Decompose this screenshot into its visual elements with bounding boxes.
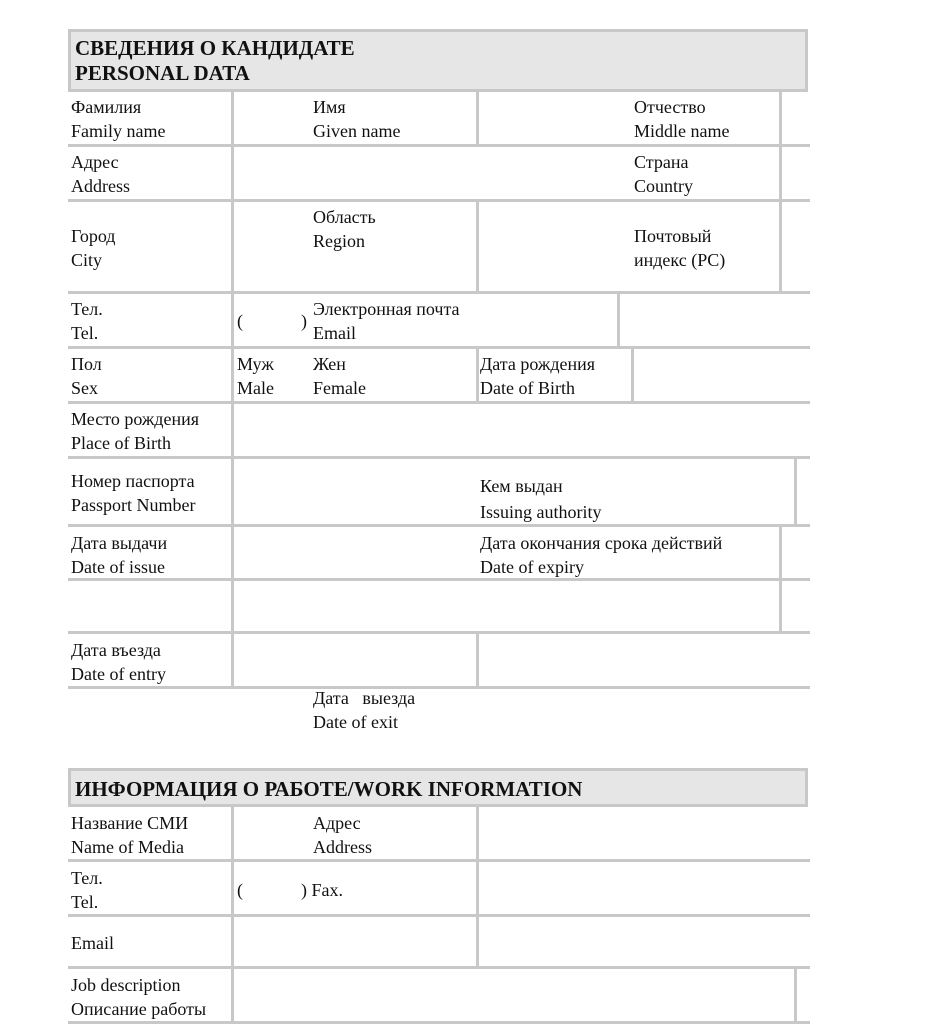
region-label: Область Region — [313, 207, 376, 251]
date-of-birth-field[interactable] — [634, 349, 810, 401]
work-info-header — [68, 768, 808, 807]
issuing-authority-field[interactable] — [797, 459, 810, 524]
col-divider — [476, 348, 479, 403]
media-name-field[interactable] — [234, 809, 309, 859]
date-of-expiry-field[interactable] — [782, 527, 810, 578]
date-of-expiry-label: Дата окончания срока действий Date of expiry — [480, 533, 723, 577]
country-field[interactable] — [782, 147, 810, 199]
date-of-entry-label: Дата въезда Date of entry — [71, 640, 166, 684]
work-email-label: Email — [71, 933, 114, 953]
region-field[interactable] — [479, 202, 629, 291]
row-divider — [68, 686, 810, 689]
email-field[interactable] — [620, 294, 810, 346]
work-tel-label: Тел. Tel. — [71, 868, 103, 912]
tel-area-code-open: ( — [237, 311, 243, 331]
work-email-field[interactable] — [234, 917, 474, 966]
given-name-field[interactable] — [479, 94, 629, 144]
tel-area-code-close: ) — [301, 311, 307, 331]
passport-number-field[interactable] — [234, 459, 474, 524]
fax-field[interactable] — [479, 862, 810, 914]
address-field[interactable] — [234, 147, 629, 199]
postcode-label: Почтовый индекс (PC) — [634, 226, 726, 270]
job-description-field[interactable] — [234, 969, 792, 1021]
row-divider — [68, 199, 810, 202]
place-of-birth-label: Место рождения Place of Birth — [71, 409, 200, 453]
sex-option-female[interactable]: Жен Female — [313, 354, 366, 398]
header-ru: СВЕДЕНИЯ О КАНДИДАТЕ — [75, 36, 355, 60]
email-label: Электронная почта Email — [313, 299, 460, 343]
passport-number-label: Номер паспорта Passport Number — [71, 471, 196, 515]
fax-label: ) Fax. — [301, 880, 343, 900]
personal-data-header — [68, 29, 808, 92]
sex-label: Пол Sex — [71, 354, 102, 398]
date-of-exit-label: Дата выезда Date of exit — [313, 688, 416, 732]
middle-name-field[interactable] — [782, 94, 810, 144]
date-of-entry-field[interactable] — [234, 634, 309, 686]
work-email-extra-field[interactable] — [479, 917, 810, 966]
work-tel-area-open: ( — [237, 880, 243, 900]
middle-name-label: Отчество Middle name — [634, 97, 730, 141]
date-of-birth-label: Дата рождения Date of Birth — [480, 354, 596, 398]
work-address-field[interactable] — [479, 809, 810, 859]
tel-label: Тел. Tel. — [71, 299, 103, 343]
work-header-title: ИНФОРМАЦИЯ О РАБОТЕ/WORK INFORMATION — [75, 777, 583, 801]
family-name-label: Фамилия Family name — [71, 97, 166, 141]
postcode-field[interactable] — [782, 202, 810, 291]
place-of-birth-field[interactable] — [234, 404, 810, 456]
media-name-label: Название СМИ Name of Media — [71, 813, 189, 857]
date-of-exit-field[interactable] — [479, 634, 810, 686]
tel-area-code-field[interactable] — [246, 300, 298, 344]
date-of-issue-field[interactable] — [234, 527, 474, 578]
city-field[interactable] — [234, 202, 309, 291]
date-of-issue-label: Дата выдачи Date of issue — [71, 533, 168, 577]
col-divider — [794, 968, 797, 1024]
given-name-label: Имя Given name — [313, 97, 401, 141]
work-tel-area-code-field[interactable] — [246, 866, 298, 910]
address-label: Адрес Address — [71, 152, 130, 196]
family-name-field[interactable] — [234, 94, 304, 144]
sex-option-male[interactable]: Муж Male — [237, 354, 274, 398]
city-label: Город City — [71, 226, 116, 270]
work-address-label: Адрес Address — [313, 813, 372, 857]
job-description-label: Job description Описание работы — [71, 975, 207, 1019]
header-en: PERSONAL DATA — [75, 61, 250, 85]
country-label: Страна Country — [634, 152, 694, 196]
issuing-authority-label: Кем выдан Issuing authority — [480, 476, 602, 522]
blank-field[interactable] — [234, 581, 779, 631]
